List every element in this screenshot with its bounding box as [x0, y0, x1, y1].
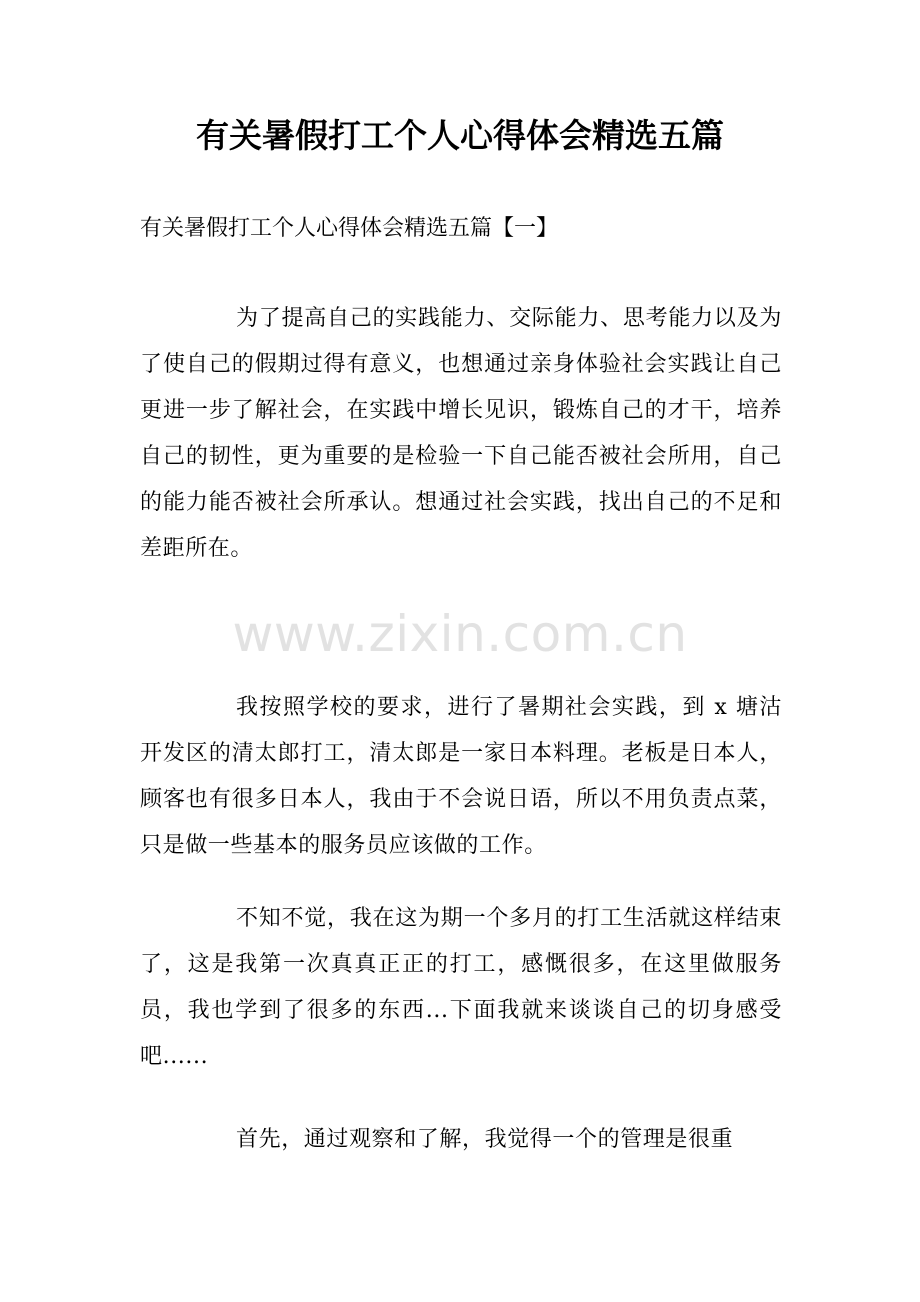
paragraph-1: 为了提高自己的实践能力、交际能力、思考能力以及为了使自己的假期过得有意义，也想通过亲身体验社会实践让自己更进一步了解社会，在实践中增长见识，锻炼自己的才干，培养自己的韧性，更为重要的是检验一下自己能否被社会所用，自己的能力能否被社会所承认。想通过社会实践，找出自己的不足和差距所在。: [140, 306, 782, 561]
paragraph-3: 不知不觉，我在这为期一个多月的打工生活就这样结束了，这是我第一次真真正正的打工，感慨很多，在这里做服务员，我也学到了很多的东西...下面我就来谈谈自己的切身感受吧......: [140, 906, 782, 1069]
section-heading: 有关暑假打工个人心得体会精选五篇【一】: [140, 216, 559, 241]
paragraph-2: 我按照学校的要求，进行了暑期社会实践，到 x 塘沽开发区的清太郎打工，清太郎是一家日本料理。老板是日本人，顾客也有很多日本人，我由于不会说日语，所以不用负责点菜，只是做一些基本的服务员应该做的工作。: [140, 695, 782, 858]
document-title: 有关暑假打工个人心得体会精选五篇: [196, 116, 724, 155]
paragraph-4: 首先，通过观察和了解，我觉得一个的管理是很重: [236, 1127, 734, 1152]
watermark-text: www.zixin.com.cn: [232, 605, 688, 663]
